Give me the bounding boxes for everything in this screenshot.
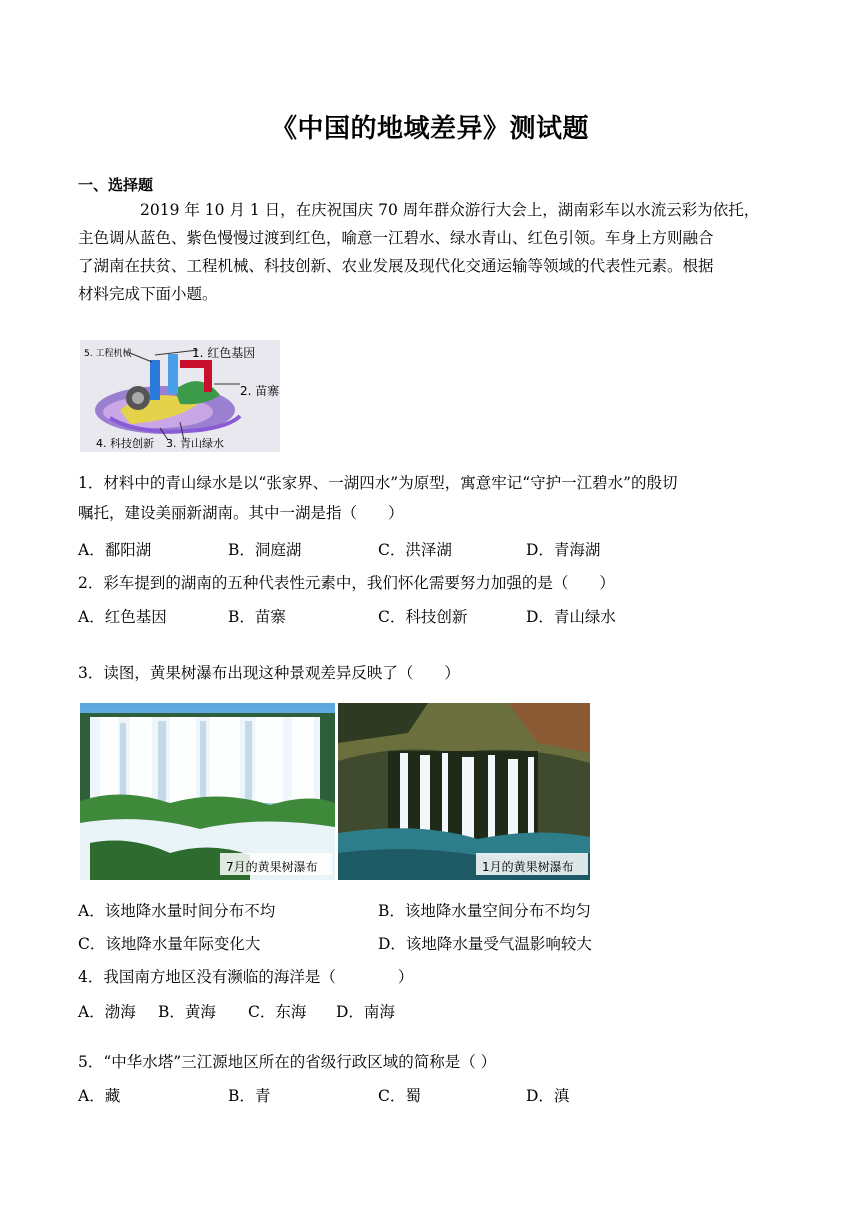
option-a[interactable]: A．鄱阳湖 <box>78 541 152 559</box>
waterfall-january-illustration <box>338 703 590 880</box>
section-heading: 一、选择题 <box>78 176 154 194</box>
question-1-options <box>78 538 784 560</box>
option-c[interactable]: C．东海 <box>248 1003 307 1021</box>
question-4-stem: 4．我国南方地区没有濒临的海洋是（ ） <box>78 968 414 986</box>
waterfall-january-image <box>338 703 590 880</box>
float-label-machinery: 5. 工程机械 <box>84 349 132 359</box>
question-5-options <box>78 1084 784 1106</box>
question-2-options <box>78 605 784 627</box>
option-c[interactable]: C．该地降水量年际变化大 <box>78 935 261 953</box>
material-line: 2019 年 10 月 1 日，在庆祝国庆 70 周年群众游行大会上，湖南彩车以水流云彩为依托， <box>140 201 760 219</box>
float-label-miao-village: 2. 苗寨 <box>240 384 280 398</box>
material-line: 主色调从蓝色、紫色慢慢过渡到红色，喻意一江碧水、绿水青山、红色引领。车身上方则融合 <box>78 229 714 247</box>
option-c[interactable]: C．科技创新 <box>378 608 468 626</box>
option-a[interactable]: A．红色基因 <box>78 608 167 626</box>
waterfall-july-image <box>80 703 335 880</box>
option-d[interactable]: D．青海湖 <box>526 541 601 559</box>
option-d[interactable]: D．青山绿水 <box>526 608 616 626</box>
option-b[interactable]: B．青 <box>228 1087 271 1105</box>
option-d[interactable]: D．滇 <box>526 1087 570 1105</box>
question-3-stem: 3．读图，黄果树瀑布出现这种景观差异反映了（ ） <box>78 664 460 682</box>
option-a[interactable]: A．该地降水量时间分布不均 <box>78 902 276 920</box>
option-c[interactable]: C．洪泽湖 <box>378 541 452 559</box>
question-line: 嘱托，建设美丽新湖南。其中一湖是指（ ） <box>78 504 404 522</box>
option-d[interactable]: D．南海 <box>336 1003 395 1021</box>
question-1-stem <box>78 468 784 528</box>
material-paragraph <box>78 196 784 308</box>
option-c[interactable]: C．蜀 <box>378 1087 421 1105</box>
option-d[interactable]: D．该地降水量受气温影响较大 <box>378 935 592 953</box>
question-line: 1．材料中的青山绿水是以“张家界、一湖四水”为原型，寓意牢记“守护一江碧水”的殷切 <box>78 474 678 492</box>
float-label-green-hills: 3. 青山绿水 <box>166 437 224 450</box>
parade-float-image <box>80 340 280 452</box>
option-a[interactable]: A．渤海 <box>78 1003 136 1021</box>
option-b[interactable]: B．洞庭湖 <box>228 541 302 559</box>
question-2-stem: 2．彩车提到的湖南的五种代表性元素中，我们怀化需要努力加强的是（ ） <box>78 574 615 592</box>
page-title: 《中国的地域差异》测试题 <box>270 114 589 144</box>
material-line: 了湖南在扶贫、工程机械、科技创新、农业发展及现代化交通运输等领域的代表性元素。根据 <box>78 257 714 275</box>
question-5-stem: 5．“中华水塔”三江源地区所在的省级行政区域的简称是（ ） <box>78 1053 497 1071</box>
question-4-options <box>78 1000 784 1022</box>
caption-january: 1月的黄果树瀑布 <box>482 860 574 874</box>
material-line: 材料完成下面小题。 <box>78 285 218 303</box>
waterfall-july-illustration <box>80 703 335 880</box>
caption-july: 7月的黄果树瀑布 <box>226 860 318 874</box>
float-label-red-gene: 1. 红色基因 <box>192 346 256 360</box>
option-b[interactable]: B．该地降水量空间分布不均匀 <box>378 902 591 920</box>
option-a[interactable]: A．藏 <box>78 1087 121 1105</box>
question-3-options <box>78 899 784 959</box>
option-b[interactable]: B．黄海 <box>158 1003 216 1021</box>
float-label-tech: 4. 科技创新 <box>96 437 154 450</box>
option-b[interactable]: B．苗寨 <box>228 608 286 626</box>
